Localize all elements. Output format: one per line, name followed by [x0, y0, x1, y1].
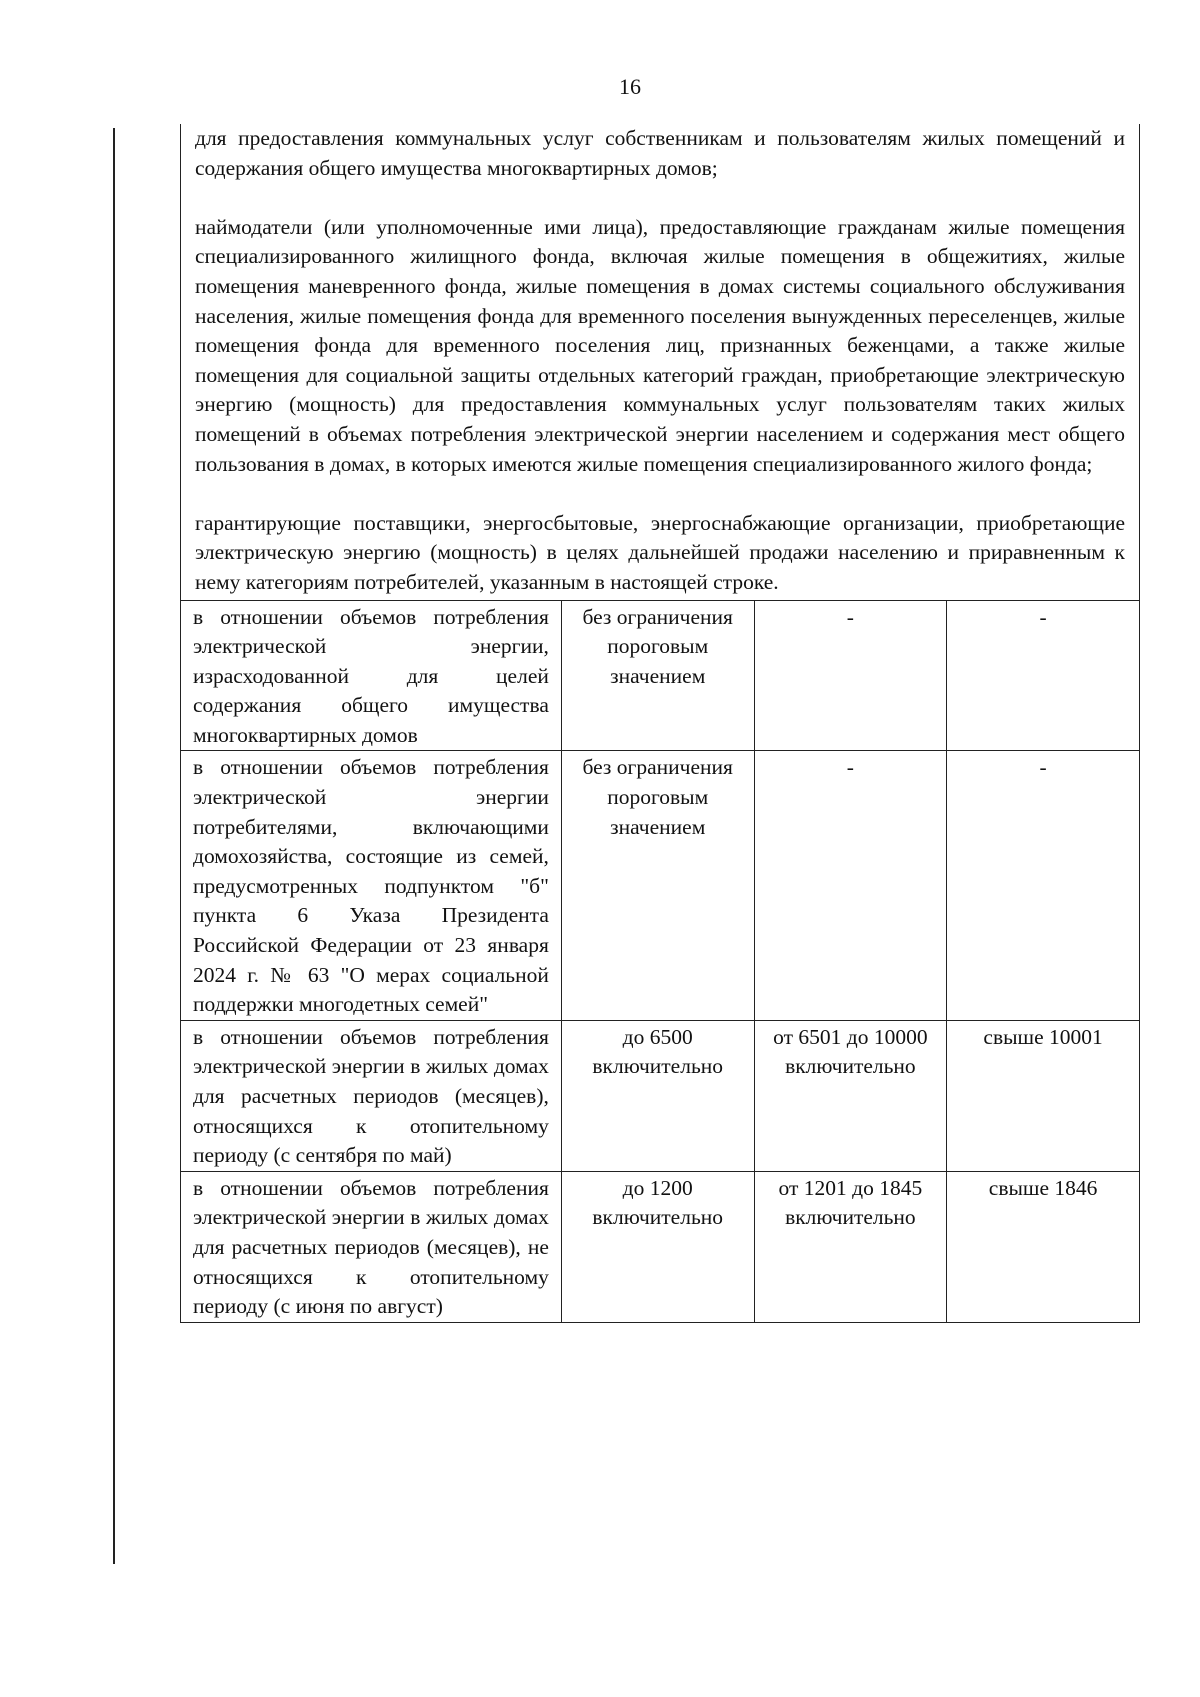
range-cell: - [947, 600, 1140, 751]
range-cell: до 6500 включительно [561, 1020, 754, 1171]
table-row [181, 600, 1140, 751]
range-cell: - [754, 600, 947, 751]
page-number: 16 [619, 74, 641, 99]
range-cell: свыше 1846 [947, 1171, 1140, 1322]
intro-paragraph: гарантирующие поставщики, энергосбытовые, энергоснабжающие организации, приобретающие электрическую энергию (мощность) в целях дальнейшей продажи населению и приравненным к нему категориям потребителей, указанным в настоящей строке. [195, 510, 1125, 594]
table-row [181, 1171, 1140, 1322]
range-cell: свыше 10001 [947, 1020, 1140, 1171]
table-row [181, 751, 1140, 1020]
range-cell: до 1200 включительно [561, 1171, 754, 1322]
margin-line [113, 128, 115, 1564]
range-cell: от 1201 до 1845 включительно [754, 1171, 947, 1322]
intro-paragraph: для предоставления коммунальных услуг собственникам и пользователям жилых помещений и содержания общего имущества многоквартирных домов; [195, 126, 1125, 180]
range-cell: от 6501 до 10000 включительно [754, 1020, 947, 1171]
range-cell: - [754, 751, 947, 1020]
range-cell: без ограничения пороговым значением [561, 751, 754, 1020]
range-cell: - [947, 751, 1140, 1020]
row-label: в отношении объемов потребления электрической энергии, израсходованной для целей содержания общего имущества многоквартирных домов [181, 600, 562, 751]
table-row [181, 1020, 1140, 1171]
tariff-table [180, 124, 1140, 1323]
intro-paragraph: наймодатели (или уполномоченные ими лица), предоставляющие гражданам жилые помещения специализированного жилищного фонда, включая жилые помещения в общежитиях, жилые помещения маневренного фонда, жилые помещения в домах системы социального обслуживания населения, жилые помещения фонда для временного поселения вынужденных переселенцев, жилые помещения фонда для временного поселения лиц, признанных беженцами, а также жилые помещения для социальной защиты отдельных категорий граждан, приобретающие электрическую энергию (мощность) для предоставления коммунальных услуг пользователям таких жилых помещений в объемах потребления электрической энергии населением и содержания мест общего пользования в домах, в которых имеются жилые помещения специализированного жилого фонда; [195, 214, 1125, 476]
row-label: в отношении объемов потребления электрической энергии в жилых домах для расчетных периодов (месяцев), относящихся к отопительному периоду (с сентября по май) [181, 1020, 562, 1171]
row-label: в отношении объемов потребления электрической энергии в жилых домах для расчетных периодов (месяцев), не относящихся к отопительному периоду (с июня по август) [181, 1171, 562, 1322]
intro-row [181, 124, 1140, 600]
row-label: в отношении объемов потребления электрической энергии потребителями, включающими домохозяйства, состоящие из семей, предусмотренных подпунктом "б" пункта 6 Указа Президента Российской Федерации от 23 января 2024 г. № 63 "О мерах социальной поддержки многодетных семей" [181, 751, 562, 1020]
range-cell: без ограничения пороговым значением [561, 600, 754, 751]
intro-cell [181, 124, 1140, 600]
